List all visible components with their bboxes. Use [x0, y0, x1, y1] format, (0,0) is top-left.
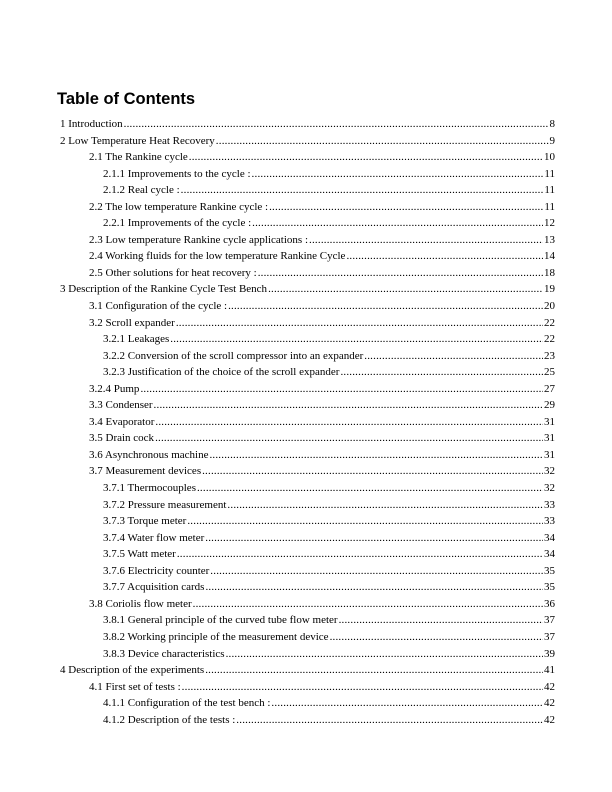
toc-entry[interactable] [60, 135, 555, 152]
toc-entry-page: 42 [544, 713, 555, 726]
toc-entry-label: 3.8.2 Working principle of the measurement device [103, 630, 329, 643]
toc-entry-label: 3 Description of the Rankine Cycle Test Bench [60, 283, 268, 296]
toc-entry-label: 3.8.1 General principle of the curved tube flow meter [103, 614, 338, 627]
toc-entry-page: 33 [544, 515, 555, 528]
toc-entry-label: 3.1 Configuration of the cycle : [89, 300, 228, 313]
toc-entry-page: 11 [544, 184, 555, 197]
toc-entry-page: 19 [544, 283, 555, 296]
toc-entry-page: 11 [544, 200, 555, 213]
toc-entry[interactable] [60, 333, 555, 350]
toc-entry-label: 3.2.4 Pump [89, 382, 140, 395]
toc-entry[interactable] [60, 432, 555, 449]
toc-entry-page: 39 [544, 647, 555, 660]
toc-entry-page: 42 [544, 680, 555, 693]
toc-entry-page: 10 [544, 151, 555, 164]
dot-leader [340, 366, 543, 378]
toc-entry[interactable] [60, 184, 555, 201]
toc-entry[interactable] [60, 465, 555, 482]
dot-leader [269, 201, 543, 213]
dot-leader [209, 449, 543, 461]
toc-entry[interactable] [60, 350, 555, 367]
toc-entry-label: 3.7.5 Watt meter [103, 548, 176, 561]
dot-leader [197, 482, 543, 494]
toc-entry[interactable] [60, 664, 555, 681]
toc-entry-label: 3.2.3 Justification of the choice of the scroll expander [103, 366, 340, 379]
toc-entry-page: 33 [544, 498, 555, 511]
toc-entry-label: 2.2 The low temperature Rankine cycle : [89, 200, 269, 213]
dot-leader [193, 598, 543, 610]
toc-entry-page: 35 [544, 581, 555, 594]
toc-entry-label: 2.1 The Rankine cycle [89, 151, 188, 164]
toc-entry[interactable] [60, 714, 555, 731]
toc-entry-page: 11 [544, 167, 555, 180]
toc-entry[interactable] [60, 499, 555, 516]
toc-entry-label: 4 Description of the experiments [60, 664, 205, 677]
toc-entry[interactable] [60, 250, 555, 267]
toc-entry-label: 3.2 Scroll expander [89, 316, 175, 329]
dot-leader [252, 168, 544, 180]
toc-entry-page: 14 [544, 250, 555, 263]
toc-entry-page: 31 [544, 448, 555, 461]
toc-entry[interactable] [60, 118, 555, 135]
dot-leader [339, 614, 543, 626]
toc-entry[interactable] [60, 234, 555, 251]
toc-entry-label: 2.3 Low temperature Rankine cycle applications : [89, 233, 309, 246]
dot-leader [202, 465, 543, 477]
toc-entry-page: 42 [544, 697, 555, 710]
toc-entry-label: 3.8 Coriolis flow meter [89, 597, 192, 610]
toc-entry-label: 3.2.2 Conversion of the scroll compressor into an expander [103, 349, 364, 362]
dot-leader [236, 714, 543, 726]
toc-entry-page: 25 [544, 366, 555, 379]
toc-entry-page: 9 [549, 134, 555, 147]
toc-entry[interactable] [60, 614, 555, 631]
dot-leader [155, 432, 543, 444]
toc-entry-label: 3.7.3 Torque meter [103, 515, 187, 528]
toc-entry[interactable] [60, 217, 555, 234]
toc-entry-page: 32 [544, 465, 555, 478]
toc-entry-page: 13 [544, 233, 555, 246]
toc-entry[interactable] [60, 449, 555, 466]
toc-entry[interactable] [60, 300, 555, 317]
dot-leader [170, 333, 543, 345]
toc-entry-page: 23 [544, 349, 555, 362]
toc-entry-label: 2.5 Other solutions for heat recovery : [89, 266, 257, 279]
toc-entry[interactable] [60, 648, 555, 665]
toc-entry-label: 2.2.1 Improvements of the cycle : [103, 217, 252, 230]
dot-leader [182, 681, 543, 693]
toc-entry[interactable] [60, 697, 555, 714]
dot-leader [205, 532, 543, 544]
dot-leader [309, 234, 543, 246]
toc-entry-page: 31 [544, 432, 555, 445]
toc-entry[interactable] [60, 283, 555, 300]
toc-entry-label: 3.3 Condenser [89, 399, 153, 412]
toc-entry-label: 4.1.1 Configuration of the test bench : [103, 697, 271, 710]
dot-leader [155, 416, 543, 428]
toc-entry-page: 22 [544, 333, 555, 346]
dot-leader [205, 664, 543, 676]
dot-leader [210, 565, 543, 577]
dot-leader [226, 648, 543, 660]
toc-entry[interactable] [60, 267, 555, 284]
toc-entry-page: 12 [544, 217, 555, 230]
dot-leader [227, 499, 543, 511]
toc-entry[interactable] [60, 581, 555, 598]
toc-entry[interactable] [60, 548, 555, 565]
toc-entry-label: 3.7.6 Electricity counter [103, 564, 210, 577]
toc-entry[interactable] [60, 482, 555, 499]
toc-entry[interactable] [60, 416, 555, 433]
toc-entry[interactable] [60, 201, 555, 218]
toc-entry[interactable] [60, 151, 555, 168]
toc-entry[interactable] [60, 631, 555, 648]
toc-entry-label: 3.7.4 Water flow meter [103, 531, 205, 544]
toc-entry-label: 3.2.1 Leakages [103, 333, 170, 346]
dot-leader [228, 300, 543, 312]
dot-leader [252, 217, 543, 229]
toc-entry-label: 4.1 First set of tests : [89, 680, 181, 693]
dot-leader [189, 151, 543, 163]
dot-leader [346, 250, 543, 262]
toc-entry-label: 3.8.3 Device characteristics [103, 647, 225, 660]
toc-entry-page: 31 [544, 415, 555, 428]
toc-entry-page: 36 [544, 597, 555, 610]
toc-entry[interactable] [60, 565, 555, 582]
toc-entry-page: 41 [544, 664, 555, 677]
toc-entry-label: 3.7.1 Thermocouples [103, 482, 196, 495]
toc-entry-page: 22 [544, 316, 555, 329]
dot-leader [176, 317, 543, 329]
dot-leader [154, 399, 543, 411]
dot-leader [177, 548, 543, 560]
table-of-contents [60, 118, 555, 730]
toc-entry[interactable] [60, 598, 555, 615]
toc-entry-label: 2 Low Temperature Heat Recovery [60, 134, 215, 147]
toc-entry-label: 2.4 Working fluids for the low temperature Rankine Cycle [89, 250, 346, 263]
toc-entry-label: 2.1.1 Improvements to the cycle : [103, 167, 251, 180]
dot-leader [364, 350, 543, 362]
dot-leader [258, 267, 543, 279]
toc-entry-page: 34 [544, 548, 555, 561]
toc-entry-label: 4.1.2 Description of the tests : [103, 713, 236, 726]
toc-entry[interactable] [60, 168, 555, 185]
toc-entry-label: 3.5 Drain cock [89, 432, 155, 445]
toc-entry[interactable] [60, 681, 555, 698]
toc-entry-label: 3.7.7 Acquisition cards [103, 581, 205, 594]
toc-entry-page: 35 [544, 564, 555, 577]
dot-leader [140, 383, 543, 395]
dot-leader [205, 581, 543, 593]
toc-entry[interactable] [60, 317, 555, 334]
toc-entry-page: 34 [544, 531, 555, 544]
dot-leader [268, 283, 543, 295]
toc-entry-page: 18 [544, 266, 555, 279]
toc-entry-page: 27 [544, 382, 555, 395]
toc-entry-page: 8 [549, 118, 555, 130]
toc-entry-label: 3.6 Asynchronous machine [89, 448, 209, 461]
toc-entry-page: 20 [544, 300, 555, 313]
page-title: Table of Contents [57, 90, 196, 108]
toc-entry-page: 32 [544, 482, 555, 495]
toc-entry-page: 37 [544, 630, 555, 643]
toc-entry-label: 3.4 Evaporator [89, 415, 155, 428]
toc-entry-page: 37 [544, 614, 555, 627]
toc-entry-label: 3.7.2 Pressure measurement [103, 498, 227, 511]
toc-entry[interactable] [60, 366, 555, 383]
toc-entry[interactable] [60, 532, 555, 549]
toc-entry[interactable] [60, 383, 555, 400]
toc-entry-label: 3.7 Measurement devices [89, 465, 202, 478]
toc-entry[interactable] [60, 515, 555, 532]
dot-leader [271, 697, 543, 709]
dot-leader [330, 631, 543, 643]
toc-entry-label: 1 Introduction [60, 118, 123, 130]
toc-entry-page: 29 [544, 399, 555, 412]
dot-leader [181, 184, 544, 196]
toc-entry[interactable] [60, 399, 555, 416]
dot-leader [187, 515, 543, 527]
dot-leader [216, 135, 549, 147]
dot-leader [124, 118, 549, 130]
toc-entry-label: 2.1.2 Real cycle : [103, 184, 180, 197]
